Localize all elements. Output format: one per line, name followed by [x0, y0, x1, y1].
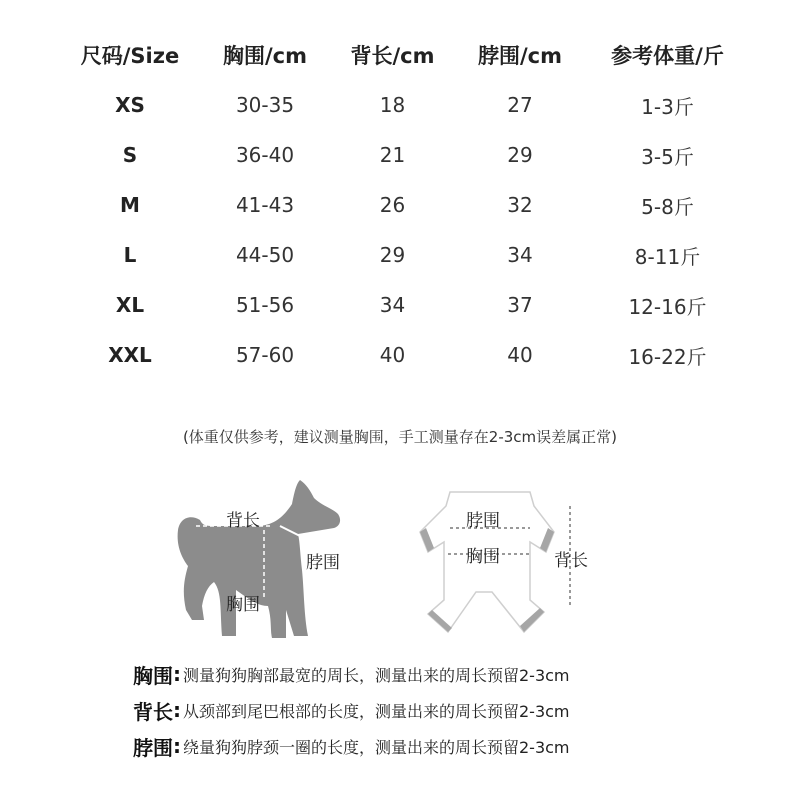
definition-term: 背长	[133, 699, 173, 724]
cell-size: XXL	[108, 343, 152, 367]
measurement-illustration	[0, 470, 800, 650]
cell-chest: 36-40	[235, 143, 295, 167]
cell-chest: 51-56	[235, 293, 295, 317]
cell-chest: 41-43	[235, 193, 295, 217]
table-row	[60, 230, 750, 280]
header-back-length: 背长/cm	[350, 44, 435, 68]
cell-neck: 40	[507, 343, 533, 367]
table-row	[60, 330, 750, 380]
table-row	[60, 280, 750, 330]
cell-size: XL	[115, 293, 145, 317]
cell-size: L	[123, 243, 137, 267]
definition-colon: :	[173, 662, 181, 686]
dog-chest-label: 胸围	[226, 595, 260, 615]
cell-weight: 8-11斤	[634, 244, 701, 269]
list-item	[133, 692, 773, 728]
definition-text: 从颈部到尾巴根部的长度，测量出来的周长预留2-3cm	[183, 701, 570, 721]
cell-neck: 32	[507, 193, 533, 217]
definition-text: 测量狗狗胸部最宽的周长，测量出来的周长预留2-3cm	[183, 665, 570, 685]
cell-back-length: 34	[379, 293, 406, 317]
cell-back-length: 21	[379, 143, 406, 167]
cell-back-length: 40	[379, 343, 406, 367]
header-neck: 脖围/cm	[478, 44, 562, 68]
header-weight: 参考体重/斤	[611, 44, 724, 68]
dog-neck-label: 脖围	[306, 553, 340, 573]
garment-chest-label: 胸围	[466, 547, 500, 567]
cell-weight: 3-5斤	[641, 144, 694, 169]
cell-chest: 57-60	[235, 343, 295, 367]
cell-chest: 44-50	[235, 243, 295, 267]
cell-neck: 37	[507, 293, 533, 317]
definition-term: 胸围	[133, 663, 173, 688]
table-row	[60, 180, 750, 230]
cell-back-length: 29	[379, 243, 406, 267]
header-size: 尺码/Size	[80, 44, 180, 68]
dog-back-length-label: 背长	[226, 511, 260, 531]
table-row	[60, 80, 750, 130]
list-item	[133, 728, 773, 764]
cell-weight: 16-22斤	[628, 344, 707, 369]
cell-neck: 29	[507, 143, 533, 167]
cell-size: S	[122, 143, 138, 167]
cell-size: XS	[115, 93, 145, 117]
cell-neck: 34	[507, 243, 533, 267]
cell-weight: 12-16斤	[628, 294, 707, 319]
cell-size: M	[120, 193, 140, 217]
definition-term: 脖围	[133, 735, 173, 760]
definition-text: 绕量狗狗脖颈一圈的长度，测量出来的周长预留2-3cm	[183, 737, 570, 757]
cell-weight: 5-8斤	[641, 194, 694, 219]
cell-chest: 30-35	[235, 93, 295, 117]
definition-colon: :	[173, 698, 181, 722]
definition-colon: :	[173, 734, 181, 758]
header-chest: 胸围/cm	[223, 44, 307, 68]
cell-weight: 1-3斤	[641, 94, 694, 119]
size-chart-table	[60, 30, 750, 380]
measurement-diagram	[0, 470, 800, 650]
garment-neck-label: 脖围	[466, 511, 500, 531]
cell-neck: 27	[507, 93, 533, 117]
cell-back-length: 18	[379, 93, 406, 117]
table-row	[60, 130, 750, 180]
cell-back-length: 26	[379, 193, 406, 217]
table-header-row	[60, 30, 750, 80]
garment-back-length-label: 背长	[554, 551, 588, 571]
weight-note: (体重仅供参考，建议测量胸围，手工测量存在2-3cm误差属正常)	[182, 428, 618, 446]
measurement-definitions	[133, 656, 773, 764]
list-item	[133, 656, 773, 692]
